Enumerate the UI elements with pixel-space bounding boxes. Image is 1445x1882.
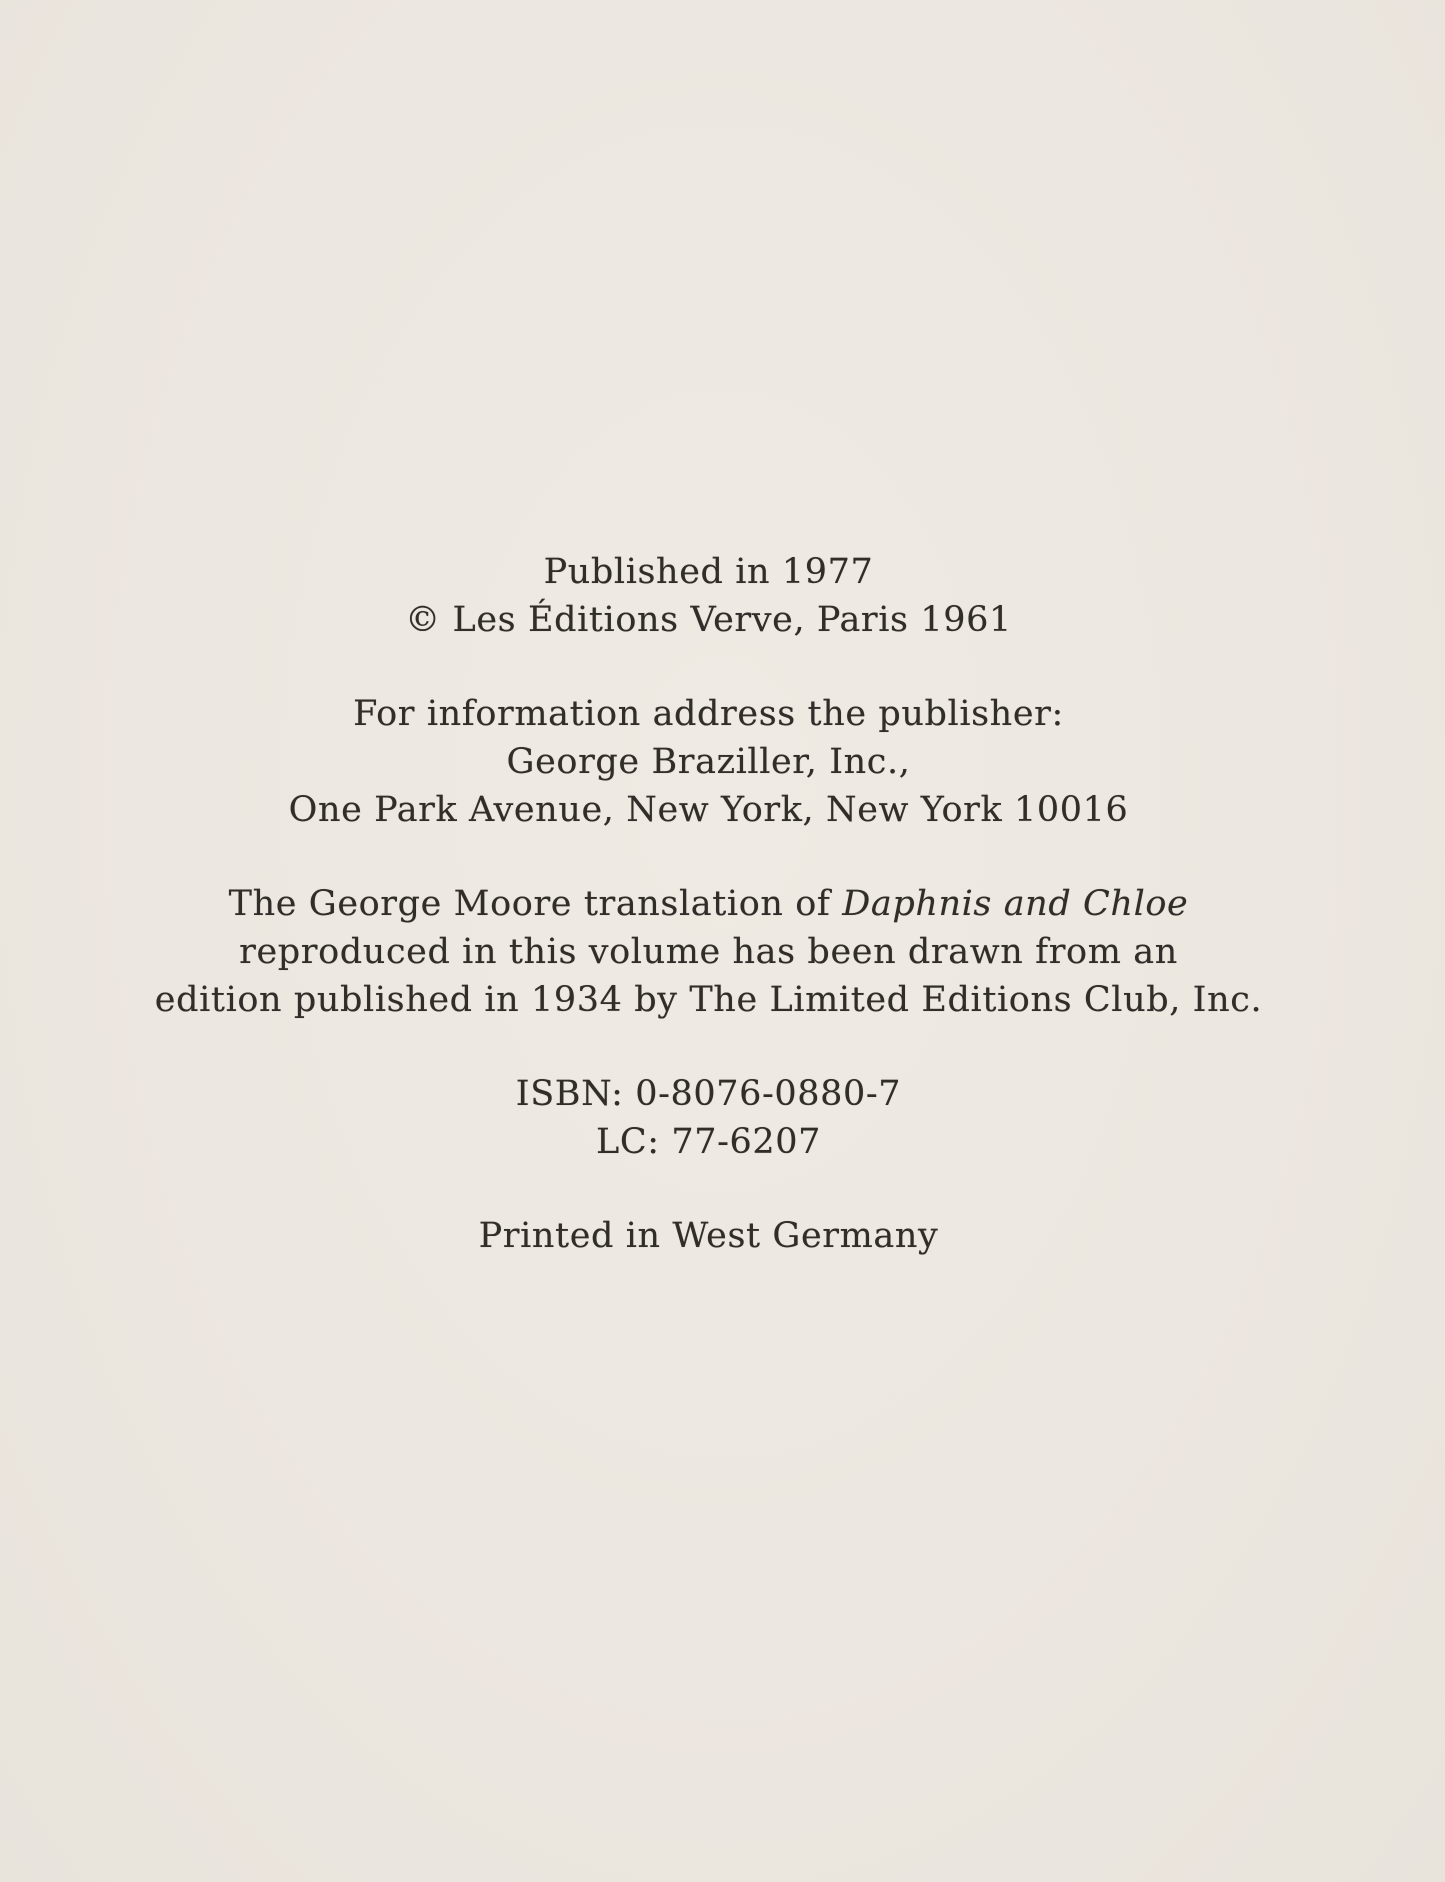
colophon-text-block [0, 548, 1431, 1306]
publisher-info-line: For information address the publisher: [353, 694, 1064, 734]
publisher-street-line: One Park Avenue, New York, New York 10016 [288, 790, 1129, 830]
copyright-line: © Les Éditions Verve, Paris 1961 [405, 600, 1012, 640]
translation-title-line [0, 880, 1431, 928]
printed-in-line: Printed in West Germany [478, 1216, 939, 1256]
translation-edition-line: edition published in 1934 by The Limited Editions Club, Inc. [154, 980, 1263, 1020]
translation-credit-block [0, 880, 1431, 1024]
published-year-line: Published in 1977 [543, 552, 874, 592]
lc-line: LC: 77-6207 [596, 1122, 821, 1162]
publication-block [0, 548, 1431, 644]
translation-line-prefix: The George Moore translation of [228, 884, 843, 924]
book-title-italic: Daphnis and Chloe [842, 884, 1189, 924]
identifiers-block [0, 1070, 1431, 1166]
publisher-name-line: George Braziller, Inc., [506, 742, 911, 782]
isbn-line: ISBN: 0-8076-0880-7 [515, 1074, 902, 1114]
publisher-address-block [0, 690, 1431, 834]
translation-source-line: reproduced in this volume has been drawn from an [239, 932, 1178, 972]
printing-block [0, 1212, 1431, 1260]
